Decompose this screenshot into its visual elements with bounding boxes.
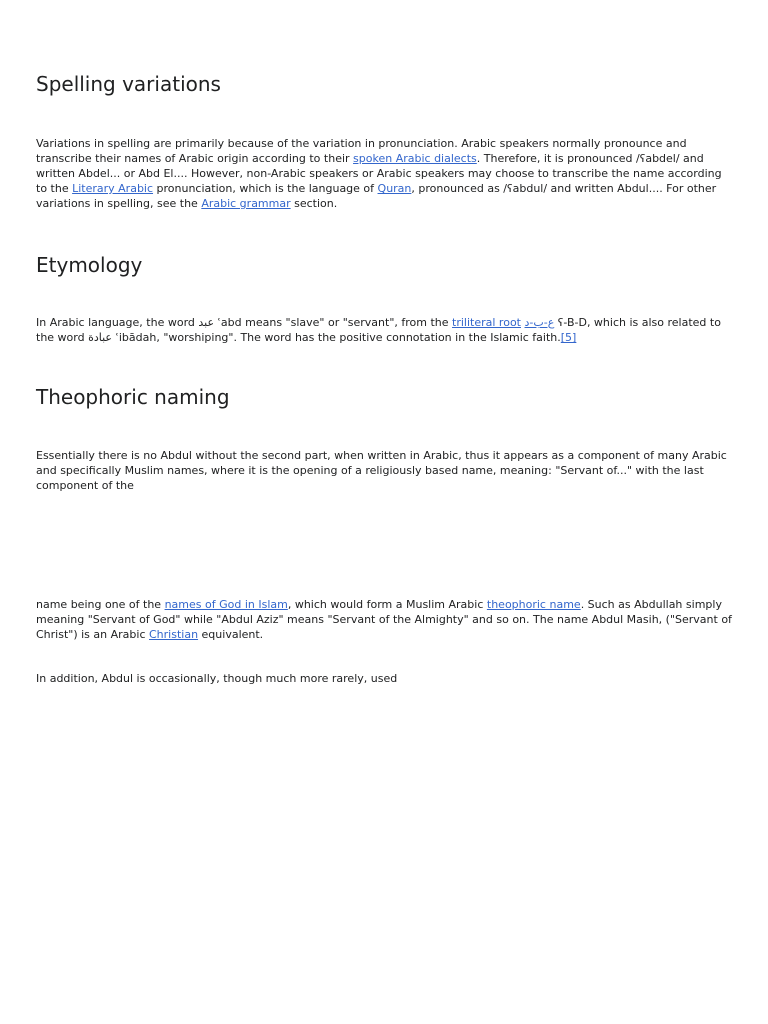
heading-spelling-variations: Spelling variations xyxy=(36,72,221,96)
paragraph-etymology xyxy=(36,315,732,345)
link-spoken-arabic-dialects[interactable]: spoken Arabic dialects xyxy=(353,152,477,165)
text-run: . Therefore, it is pronounced /ʕabdel/ and written Abdel... or Abd El.... However, non-Arabic speakers or Arabic speakers may choose to transcribe the name according to the xyxy=(36,152,722,195)
text-run: In Arabic language, the word عبد ʿabd means "slave" or "servant", from the xyxy=(36,316,453,329)
text-run: ʕ-B-D, which is also related to the word عبادة ʿibādah, "worshiping". The word has the positive connotation in the Islamic faith. xyxy=(36,316,721,344)
text-run: . Such as Abdullah simply meaning "Servant of God" while "Abdul Aziz" means "Servant of the Almighty" and so on. The name Abdul Masih, ("Servant of Christ") is an Arabic xyxy=(36,598,732,641)
text-run: Variations in spelling are primarily because of the variation in pronunciation. Arabic speakers normally pronounce and transcribe their names of Arabic origin according to their xyxy=(36,137,687,165)
paragraph-theophoric-2 xyxy=(36,597,732,642)
text-run: section. xyxy=(290,197,338,210)
link-root-letters[interactable]: ع-ب-د xyxy=(524,316,555,329)
text-run: , pronounced as /ʕabdul/ and written Abdul.... For other variations in spelling, see the xyxy=(36,182,717,210)
citation-link[interactable]: [5] xyxy=(560,331,577,344)
link-christian[interactable]: Christian xyxy=(149,628,199,641)
link-names-of-god-in-islam[interactable]: names of God in Islam xyxy=(164,598,288,611)
link-triliteral-root[interactable]: triliteral root xyxy=(452,316,521,329)
heading-theophoric-naming: Theophoric naming xyxy=(36,385,230,409)
text-run: equivalent. xyxy=(198,628,264,641)
text-run: pronunciation, which is the language of xyxy=(153,182,378,195)
link-quran[interactable]: Quran xyxy=(377,182,412,195)
text-run: , which would form a Muslim Arabic xyxy=(287,598,487,611)
link-literary-arabic[interactable]: Literary Arabic xyxy=(72,182,154,195)
paragraph-spelling xyxy=(36,136,732,211)
heading-etymology: Etymology xyxy=(36,253,143,277)
link-theophoric-name[interactable]: theophoric name xyxy=(486,598,581,611)
paragraph-theophoric-1: Essentially there is no Abdul without the second part, when written in Arabic, thus it appears as a component of many Arabic and specifically Muslim names, where it is the opening of a religiously based name, meaning: "Servant of..." with the last component of the xyxy=(36,449,727,492)
link-arabic-grammar[interactable]: Arabic grammar xyxy=(201,197,291,210)
text-run: name being one of the xyxy=(36,598,165,611)
paragraph-theophoric-3: In addition, Abdul is occasionally, though much more rarely, used xyxy=(36,672,398,685)
